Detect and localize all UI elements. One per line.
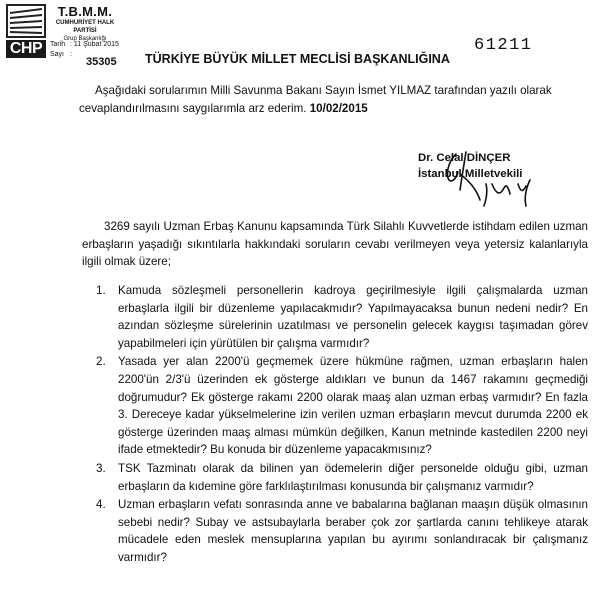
- page-title: TÜRKİYE BÜYÜK MİLLET MECLİSİ BAŞKANLIĞINA: [145, 52, 450, 66]
- number-value: :: [70, 51, 72, 58]
- party-name: CUMHURİYET HALK PARTİSİ: [55, 20, 115, 34]
- signer-title: İstanbul Milletvekili: [418, 168, 523, 180]
- question-item: [96, 353, 588, 459]
- question-text: Kamuda sözleşmeli personellerin kadroya geçirilmesiyle ilgili çalışmalarda uzman erbaşlarla ilgili bir düzenleme yapılacakmıdır? Yapılmayacaksa bunun nedeni nedir? En azından sözleşme sürelerinin uzatılması ve personelin gelecek kaygısı taşımadan görev yapabilmeleri için yürütülen bir çalışma varmıdır?: [118, 284, 588, 350]
- question-number: 4.: [96, 498, 106, 512]
- group-name: Grup Başkanlığı: [63, 36, 107, 42]
- question-list: [96, 282, 588, 567]
- intro-date: 10/02/2015: [309, 102, 368, 115]
- signer-name: Dr. Celal DİNÇER: [418, 152, 511, 164]
- org-header: [50, 4, 120, 43]
- question-text: Uzman erbaşların vefatı sonrasında anne ve babalarına bağlanan maaşın düşük olmasının sebebi nedir? Subay ve astsubaylarla beraber çok zor şartlarda canını tehlikeye atarak mücadele eden meslek mensuplarına yapılan bu ayırımı sonlandıracak bir çalışmanız varmıdır?: [118, 498, 588, 564]
- question-item: [96, 282, 588, 352]
- intro-paragraph: [79, 82, 589, 118]
- date-value: : 11 Şubat 2015: [70, 41, 119, 48]
- question-text: TSK Tazminatı olarak da bilinen yan ödemelerin diğer personelde olduğu gibi, uzman erbaşların da kıdemine göre farklılaştırılması konusunda bir çalışmanız varmıdır?: [118, 461, 588, 493]
- reference-number: 35305: [86, 56, 117, 68]
- arrows-icon: [8, 6, 44, 36]
- six-arrows-emblem-icon: [6, 4, 46, 38]
- preamble-paragraph: 3269 sayılı Uzman Erbaş Kanunu kapsamında Türk Silahlı Kuvvetlerde istihdam edilen uzman erbaşların yaşadığı sıkıntılarla hakkındaki soruların cevabı verilmeyen veya yetersiz kalanlarıyla ilgili olmak üzere;: [82, 220, 588, 268]
- question-text: Yasada yer alan 2200'ü geçmemek üzere hükmüne rağmen, uzman erbaşların halen 2200'ün 2/3'ü üzerinden ek gösterge aldıkları ve bunun da 1467 rakamını geçmediği doğrumudur? Ek gösterge rakamı 2200 olarak maaş alan uzman erbaş varmıdır? En fazla 3. Dereceye kadar yükselmelerine izin verilen uzman erbaşların mevcut durumda 2200 ek gösterge üzerinden maaş alması mümkün değilken, Kanun metninde kastedilen 2200 neyi ifade etmektedir? Bu konuda bir düzenleme yapacakmısınız?: [118, 355, 588, 457]
- document-number-stamp: 61211: [474, 36, 533, 55]
- question-number: 3.: [96, 461, 106, 475]
- intro-text: Aşağıdaki sorularımın Milli Savunma Bakanı Sayın İsmet YILMAZ tarafından yazılı olarak cevaplandırılmasını saygılarımla arz ederim.: [79, 84, 552, 115]
- date-label: Tarih: [50, 41, 66, 48]
- question-number: 2.: [96, 355, 106, 369]
- logo-text: CHP: [6, 40, 46, 58]
- chp-logo: [6, 4, 48, 58]
- number-label: Sayı: [50, 51, 65, 58]
- signer-block: [418, 150, 522, 182]
- question-item: [96, 496, 588, 566]
- meta-date-row: [50, 40, 119, 50]
- question-item: [96, 460, 588, 495]
- question-number: 1.: [96, 284, 106, 297]
- org-title: T.B.M.M.: [57, 4, 113, 19]
